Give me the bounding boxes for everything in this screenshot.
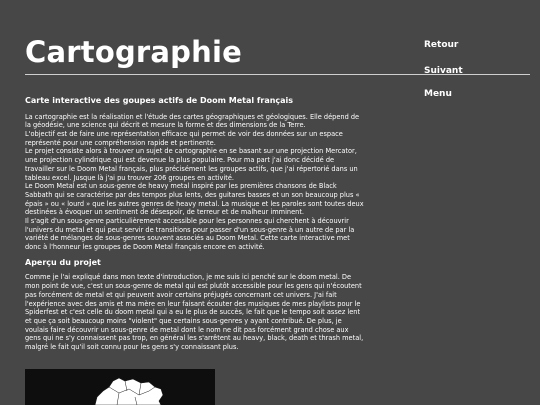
nav-item-retour[interactable]: Retour	[424, 40, 459, 50]
france-map-graphic	[25, 369, 215, 405]
intro-line: La cartographie est la réalisation et l'étude des cartes géographiques et géologiques. Elle dépend de la géodésie, une science qui décrit et mesure la forme et des dimensions de la Terre.	[25, 112, 360, 130]
project-title: Aperçu du projet	[25, 257, 101, 267]
intro-subtitle: Carte interactive des goupes actifs de Doom Metal français	[25, 96, 294, 105]
france-map-image	[25, 369, 215, 405]
project-paragraph: Comme je l'ai expliqué dans mon texte d'introduction, je me suis ici penché sur le doom metal. De mon point de vue, c'est un sous-genre de metal qui est plutôt accessible pour les gens qui n'écoutent pas forcément de metal et qui peuvent avoir certains préjugés concernant cet univers. J'ai fait l'expérience avec des amis et ma mère en leur faisant écouter des musiques de mes playlists pour le Spiderfest et c'est celle du doom metal qui a eu le plus de succès, le fait que le tempo soit assez lent et que ça soit beaucoup moins "violent" que certains sous-genres y ayant contribué. De plus, je voulais faire découvrir un sous-genre de metal dont le nom ne dit pas forcément grand chose aux gens qui ne s'y connaissent pas trop, en général les s'arrêtent au heavy, black, death et thrash metal, malgré le fait qu'il soit connu pour les gens s'y connaissant plus.	[25, 273, 364, 352]
page-title: Cartographie	[25, 35, 242, 69]
intro-paragraph	[25, 113, 365, 252]
intro-line: Le projet consiste alors à trouver un sujet de cartographie en se basant sur une projection Mercator, une projection cylindrique qui est devenue la plus populaire. Pour ma part j'ai donc décidé de travailler sur le Doom Metal français, plus précisément les groupes actifs, que j'ai répertorié dans un tableau excel. Jusque là j'ai pu trouver 206 groupes en activité.	[25, 147, 358, 182]
intro-line: Il s'agit d'un sous-genre particulièrement accessible pour les personnes qui cherchent à découvrir l'univers du metal et qui peut servir de transitions pour passer d'un sous-genre à un autre de par la variété de mélanges de sous-genres souvent associés au Doom Metal. Cette carte interactive met donc à l'honneur les groupes de Doom Metal français encore en activité.	[25, 217, 355, 252]
intro-line: L'objectif est de faire une représentation efficace qui permet de voir des données sur un espace représenté pour une compréhension rapide et pertinente.	[25, 130, 343, 147]
nav-item-suivant[interactable]: Suivant	[424, 66, 463, 76]
main-content	[25, 96, 365, 352]
nav-item-menu[interactable]: Menu	[424, 89, 452, 99]
intro-line: Le Doom Metal est un sous-genre de heavy metal inspiré par les premières chansons de Black Sabbath qui se caractérise par des tempos plus lents, des guitares basses et un son beaucoup plus « épais » ou « lourd » que les autres genres de heavy metal. La musique et les paroles sont toutes deux destinées à évoquer un sentiment de désespoir, de terreur et de malheur imminent.	[25, 182, 364, 217]
